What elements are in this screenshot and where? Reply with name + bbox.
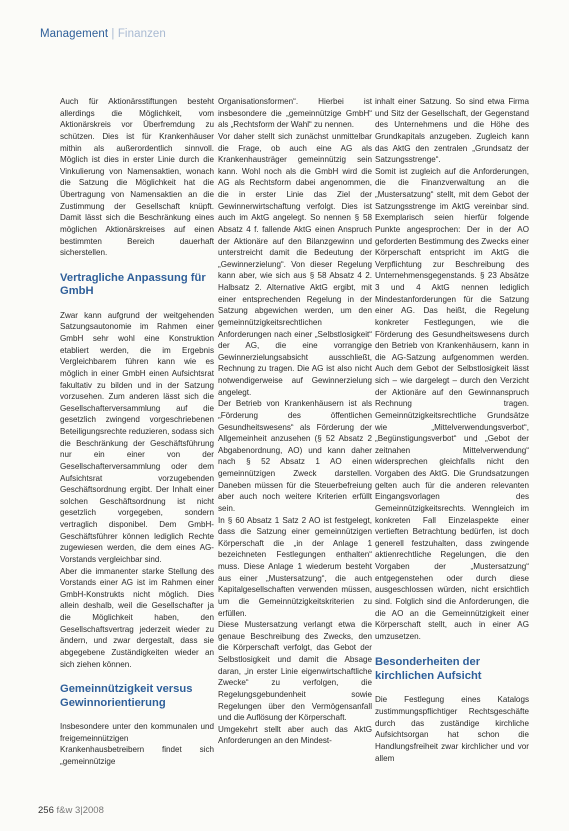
running-head [40,28,166,40]
paragraph: Aber die immanenter starke Stellung des Vorstands einer AG ist im Rahmen einer GmbH-Konstrukts nicht möglich. Dies allein deshalb, weil die Gesellschafter ja die Möglichkeit haben, den Gesellschaftsvertrag jederzeit wieder zu ändern, und zwar dergestalt, dass sie abgegebene Zuständigkeiten wieder an sich ziehen können. [60,566,214,669]
paragraph: Auch für Aktionärsstiftungen besteht allerdings die Möglichkeit, vom Aktionärskreis vor Überfremdung zu schützen. Dies ist für Krankenhäuser mithin als außerordentlich sinnvoll. Möglich ist dies in erster Linie durch die Vinkulierung von Namensaktien, wonach die Satzung die Möglichkeit hat die Übertragung von Namensaktien an die Zustimmung der Gesellschaft knüpft. Damit lässt sich die Beschränkung eines möglichen Aktionärskreises auf einen bestimmten Bereich dauerhaft sicherstellen. [60,97,214,258]
section-heading: Vertragliche Anpassung für GmbH [60,271,206,298]
paragraph: Diese Mustersatzung verlangt etwa die genaue Beschreibung des Zwecks, den die Körperschaft verfolgt, das Gebot der Selbstlosigkeit und damit die Absage daran, „in erster Linie eigenwirtschaftliche Zwecke“ zu verfolgen, die Regelungsgebundenheit sowie Regelungen über den Vermögensanfall und die Auflösung der Körperschaft. [218,620,372,723]
section-title: Management [40,28,109,40]
section-heading: Besonderheiten der kirchlichen Aufsicht [375,656,482,682]
text-column-1 [60,96,214,768]
paragraph: Organisationsformen“. Hierbei ist insbesondere die „gemeinnützige GmbH“ als „Rechtsform der Wahl“ zu nennen. [218,97,372,130]
page-footer [38,805,104,816]
paragraph: Vor daher stellt sich zunächst unmittelbar die Frage, ob auch eine AG als Krankenhausträger gemeinnützig sein kann. Wohl noch als die GmbH wird die AG als Rechtsform dabei angenommen, die in erster Linie das Ziel der Gewinnerwirtschaftung verfolgt. Dies ist auch im AktG angelegt. So nennen § 58 Absatz 4 f. fallende AktG einen Anspruch der Aktionäre auf den Bilanzgewinn und unterstreicht damit die Bedeutung der „Gewinnerzielung“. Von dieser Regelung kann aber, wie sich aus § 58 Absatz 4 2. Halbsatz 2. Alternative AktG ergibt, mit einer entsprechenden Regelung in der Satzung abgewichen werden, um den gemeinnützigkeitsrechtlichen Anforderungen nach einer „Selbstlosigkeit“ der AG, die eine vorrangige Gewinnerzielungsabsicht ausschließt, Rechnung zu tragen. Die AG ist also nicht notwendigerweise auf Gewinnerzielung angelegt. [218,131,372,397]
paragraph: In § 60 Absatz 1 Satz 2 AO ist festgelegt, dass die Satzung einer gemeinnützigen Körperschaft die „in der Anlage 1 bezeichneten Festlegungen enthalten“ muss. Diese Anlage 1 wiederum besteht aus einer „Mustersatzung“, die auch Kapitalgesellschaften verwenden müssen, um die Gemeinnützigkeitskriterien zu erfüllen. [218,515,372,618]
subsection-title: Finanzen [117,28,166,40]
paragraph: Somit ist zugleich auf die Anforderungen, die die Finanzverwaltung an die „Mustersatzung“ stellt, mit dem Gebot der Satzungsstrenge im AktG vereinbar sind. Exemplarisch seien hierfür folgende Punkte angesprochen: Der in der AO geforderten Bestimmung des Zwecks einer Körperschaft entspricht im AktG die Verpflichtung zur Beschreibung des Unternehmensgegenstands. § 23 Absätze 3 und 4 AktG nennen lediglich Mindestanforderungen für die Satzung einer AG. Das heißt, die Regelung konkreter Festlegungen, wie die Förderung des Gesundheitswesens durch den Betrieb von Krankenhäusern, kann in die AG-Satzung aufgenommen werden. Auch dem Gebot der Selbstlosigkeit lässt sich – wie dargelegt – durch den Verzicht der Aktionäre auf den Gewinnanspruch Rechnung tragen. Gemeinnützigkeitsrechtliche Grundsätze wie „Mittelverwendungsverbot“, „Begünstigungsverbot“ und „Gebot der zeitnahen Mittelverwendung“ widersprechen gleichfalls nicht den Vorgaben des AktG. Die Grundsatzungen gelten auch für die anderen relevanten Eingangsvorlagen des Gemeinnützigkeitsrechts. Wenngleich im konkreten Fall Einzelaspekte einer vertieften Betrachtung bedürfen, ist doch generell festzuhalten, dass zwingende aktienrechtliche Regelungen, die den Vorgaben der „Mustersatzung“ entgegenstehen oder durch diese ausgeschlossen würden, nicht ersichtlich sind. Folglich sind die Anforderungen, die die AO an die Gemeinnützigkeit einer Körperschaft stellt, auch in einer AG umzusetzen. [375,166,529,641]
paragraph: Insbesondere unter den kommunalen und freigemeinnützigen Krankenhausbetreibern findet sich „gemeinnützige [60,722,214,766]
paragraph: Umgekehrt stellt aber auch das AktG Anforderungen an den Mindest- [218,724,372,746]
paragraph: Die Festlegung eines Katalogs zustimmungspflichtiger Rechtsgeschäfte durch das zuständige kirchliche Aufsichtsorgan hat schon die Handlungsfreiheit zwar kirchlicher und vor allem [375,695,529,763]
section-heading: Gemeinnützigkeit versus Gewinnorientierung [60,683,193,709]
paragraph: inhalt einer Satzung. So sind etwa Firma und Sitz der Gesellschaft, der Gegenstand des Unternehmens und die Höhe des Grundkapitals anzugeben. Zugleich kann das AktG den zentralen „Grundsatz der Satzungsstrenge“. [375,97,529,165]
paragraph: Der Betrieb von Krankenhäusern ist als „Förderung des öffentlichen Gesundheitswesens“ als Förderung der Allgemeinheit anzusehen (§ 52 Absatz 2 Abgabenordnung, AO) und kann daher nach § 52 Absatz 1 AO einen gemeinnützigen Zweck darstellen. Daneben müssen für die Steuerbefreiung aber auch noch weitere Kriterien erfüllt sein. [218,399,372,513]
text-column-3 [375,96,529,764]
page-number: 256 [38,805,54,816]
journal-issue: f&w 3|2008 [56,805,104,816]
section-separator: | [111,28,115,40]
paragraph: Zwar kann aufgrund der weitgehenden Satzungsautonomie im Rahmen einer GmbH sehr wohl eine Konstruktion etabliert werden, die im Ergebnis Vergleichbarem führen kann wie es möglich in einer GmbH einen Aufsichtsrat fakultativ zu bilden und in der Satzung vorzusehen. Zum anderen lässt sich die Gesellschafterversammlung auf die gesetzlich zwingend vorgeschriebenen Beteiligungsrechte reduzieren, sodass sich die Beschränkung der Geschäftsführung nur ein einer von der Gesellschafterversammlung oder dem Aufsichtsrat vorzugebenden Geschäftsordnung ergibt. Der Inhalt einer solchen Geschäftsordnung ist nicht gesetzlich vorgegeben, sondern vertraglich disponibel. Dem GmbH-Geschäftsführer können lediglich Rechte zugewiesen werden, die dem eines AG-Vorstands vergleichbar sind. [60,310,214,564]
text-column-2 [218,96,372,747]
